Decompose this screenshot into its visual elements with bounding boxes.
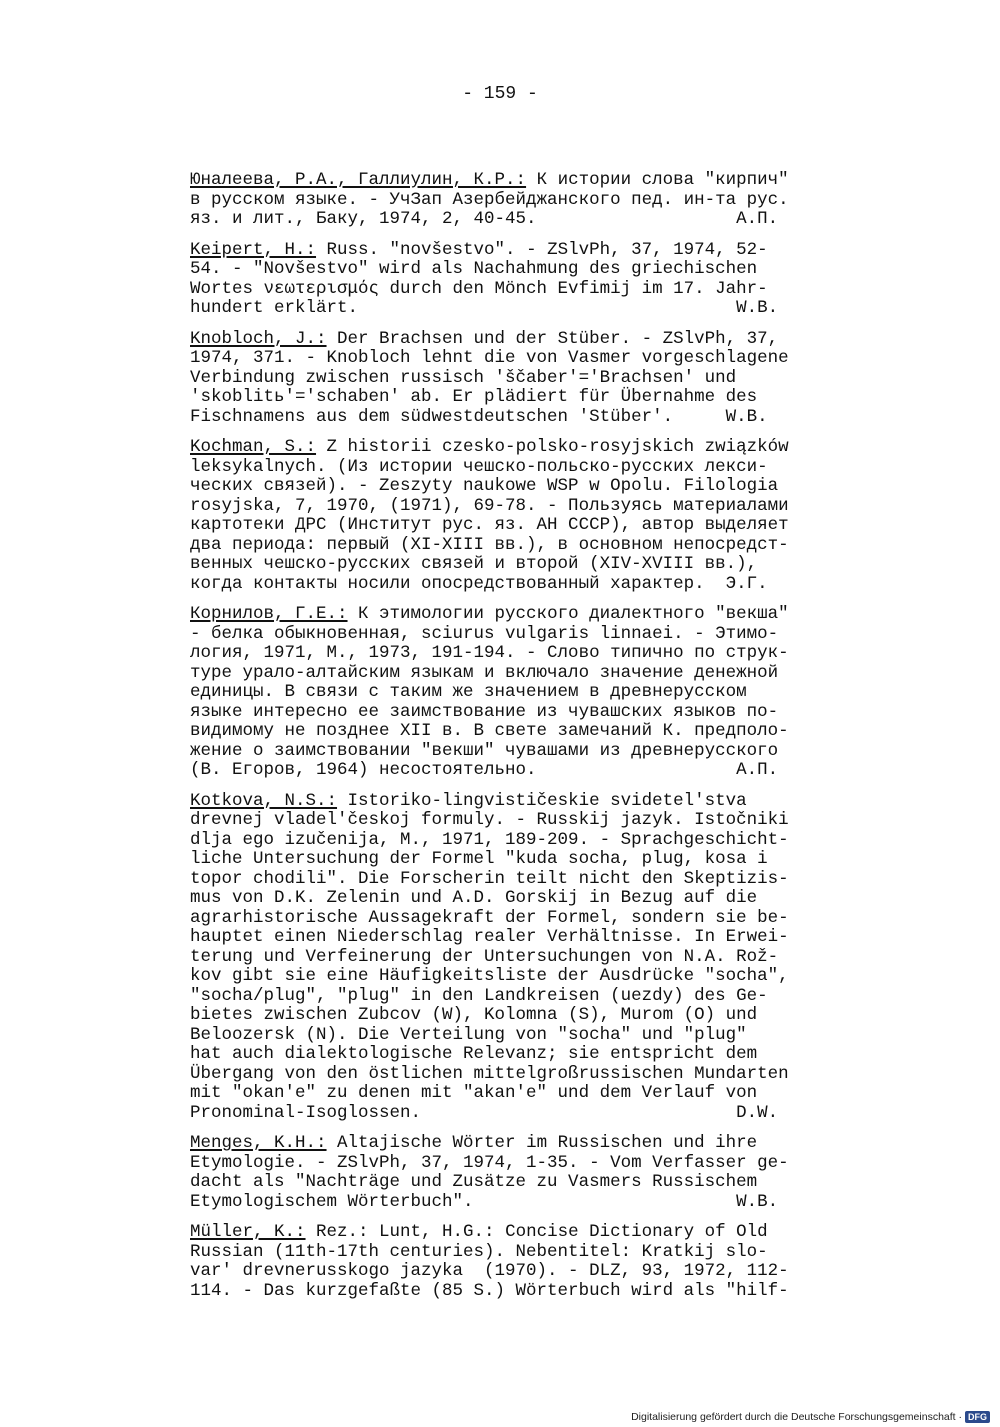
- entry-line: [190, 330, 870, 350]
- entry-line: Verbindung zwischen russisch 'ščaber'='Brachsen' und: [190, 367, 737, 388]
- entry-line: var' drevnerusskogo jazyka (1970). - DLZ, 93, 1972, 112-: [190, 1261, 789, 1281]
- bibliography-entry: [190, 792, 870, 1124]
- bibliography-entry: [190, 605, 870, 781]
- entry-text: К истории слова "кирпич": [526, 170, 789, 190]
- entry-author: Юналеева, Р.А., Галлиулин, К.Р.:: [190, 170, 527, 190]
- entry-line: жение о заимствовании "векши" чувашами из древнерусского: [190, 740, 779, 761]
- bibliography-entry: [190, 241, 870, 319]
- entry-author: Корнилов, Г.Е.:: [190, 604, 348, 624]
- entry-line: drevnej vladel'českoj formuly. - Russkij jazyk. Istočniki: [190, 810, 789, 830]
- entry-line: ческих связей). - Zeszyty naukowe WSP w Opolu. Filologia: [190, 476, 779, 496]
- entry-text: Istoriko-lingvističeskie svidetel'stva: [337, 790, 747, 811]
- entry-line: agrarhistorische Aussagekraft der Formel, sondern sie be-: [190, 907, 789, 928]
- entry-line: dacht als "Nachträge und Zusätze zu Vasmers Russischem: [190, 1172, 758, 1192]
- entry-author: Müller, K.:: [190, 1222, 306, 1242]
- bibliography-entry: [190, 438, 870, 594]
- entry-text: К этимологии русского диалектного "векша": [347, 604, 789, 624]
- entry-author: Menges, K.H.:: [190, 1133, 327, 1153]
- entry-line: [190, 171, 870, 191]
- entry-line: bietes zwischen Zubcov (W), Kolomna (S), Murom (O) und: [190, 1005, 758, 1025]
- entry-line: [190, 1223, 870, 1243]
- entry-line: яз. и лит., Баку, 1974, 2, 40-45. А.П.: [190, 209, 779, 229]
- bibliography-entries: [190, 171, 870, 1312]
- entry-line: [190, 1134, 870, 1154]
- entry-author: Kochman, S.:: [190, 437, 317, 457]
- entry-line: Russian (11th-17th centuries). Nebentitel: Kratkij slo-: [190, 1241, 768, 1262]
- entry-line: Pronominal-Isoglossen. D.W.: [190, 1102, 779, 1123]
- bibliography-entry: [190, 330, 870, 428]
- entry-line: - белка обыкновенная, sciurus vulgaris linnaei. - Этимо-: [190, 623, 779, 644]
- entry-line: логия, 1971, М., 1973, 191-194. - Слово типично по струк-: [190, 643, 789, 663]
- entry-line: Wortes νεωτερισμός durch den Mönch Evfimij im 17. Jahr-: [190, 278, 768, 299]
- entry-line: mit "okan'e" zu denen mit "akan'e" und dem Verlauf von: [190, 1083, 758, 1103]
- entry-line: hundert erklärt. W.B.: [190, 298, 779, 318]
- entry-line: hauptet einen Niederschlag realer Verhältnisse. In Erwei-: [190, 927, 789, 947]
- bibliography-entry: [190, 1223, 870, 1301]
- entry-line: "socha/plug", "plug" in den Landkreisen (uezdy) des Ge-: [190, 985, 768, 1006]
- entry-line: в русском языке. - УчЗап Азербейджанского пед. ин-та рус.: [190, 189, 789, 210]
- entry-line: картотеки ДРС (Институт рус. яз. АН СССР), автор выделяет: [190, 515, 789, 535]
- entry-line: когда контакты носили опосредствованный характер. Э.Г.: [190, 573, 768, 594]
- bibliography-entry: [190, 171, 870, 230]
- entry-line: [190, 438, 870, 458]
- entry-line: topor chodili". Die Forscherin teilt nicht den Skeptizis-: [190, 868, 789, 889]
- entry-line: единицы. В связи с таким же значением в древнерусском: [190, 682, 747, 702]
- entry-line: terung und Verfeinerung der Untersuchungen von N.A. Rož-: [190, 946, 779, 967]
- entry-line: hat auch dialektologische Relevanz; sie entspricht dem: [190, 1044, 758, 1064]
- footer: [631, 1411, 990, 1423]
- entry-text: Z historii czesko-polsko-rosyjskich związków: [316, 437, 789, 457]
- entry-line: liche Untersuchung der Formel "kuda socha, plug, kosa i: [190, 849, 768, 869]
- entry-text: Rez.: Lunt, H.G.: Concise Dictionary of Old: [305, 1222, 768, 1242]
- page-number: - 159 -: [462, 84, 538, 104]
- entry-line: dlja ego izučenija, M., 1971, 189-209. - Sprachgeschicht-: [190, 829, 789, 850]
- entry-text: Russ. "novšestvo". - ZSlvPh, 37, 1974, 52-: [316, 239, 768, 260]
- entry-line: видимому не позднее XII в. В свете замечаний К. предполо-: [190, 721, 789, 741]
- entry-line: (В. Егоров, 1964) несостоятельно. А.П.: [190, 760, 779, 780]
- entry-line: 114. - Das kurzgefaßte (85 S.) Wörterbuch wird als "hilf-: [190, 1280, 789, 1301]
- entry-line: leksykalnych. (Из истории чешско-польско-русских лекси-: [190, 456, 768, 477]
- entry-text: Der Brachsen und der Stüber. - ZSlvPh, 37,: [326, 328, 779, 349]
- entry-line: 1974, 371. - Knobloch lehnt die von Vasmer vorgeschlagene: [190, 348, 789, 368]
- entry-line: туре урало-алтайским языкам и включало значение денежной: [190, 662, 779, 683]
- entry-line: [190, 792, 870, 812]
- entry-line: 54. - "Novšestvo" wird als Nachahmung des griechischen: [190, 259, 758, 279]
- entry-line: венных чешско-русских связей и второй (XIV-XVIII вв.),: [190, 554, 758, 574]
- entry-line: 'skoblitь'='schaben' ab. Er plädiert für Übernahme des: [190, 387, 758, 407]
- bibliography-entry: [190, 1134, 870, 1212]
- entry-author: Knobloch, J.:: [190, 328, 327, 349]
- dfg-logo: DFG: [965, 1411, 990, 1423]
- entry-line: [190, 605, 870, 625]
- entry-line: Etymologie. - ZSlvPh, 37, 1974, 1-35. - Vom Verfasser ge-: [190, 1152, 789, 1173]
- entry-line: Fischnamens aus dem südwestdeutschen 'Stüber'. W.B.: [190, 406, 768, 427]
- footer-credit: Digitalisierung gefördert durch die Deutsche Forschungsgemeinschaft ·: [631, 1411, 962, 1423]
- entry-text: Altajische Wörter im Russischen und ihre: [326, 1133, 758, 1153]
- entry-line: Beloozersk (N). Die Verteilung von "socha" und "plug": [190, 1024, 747, 1045]
- entry-line: kov gibt sie eine Häufigkeitsliste der Ausdrücke "socha",: [190, 966, 789, 986]
- entry-line: [190, 241, 870, 261]
- entry-line: два периода: первый (XI-XIII вв.), в основном непосредст-: [190, 534, 789, 555]
- entry-line: Übergang von den östlichen mittelgroßrussischen Mundarten: [190, 1063, 789, 1084]
- entry-author: Keipert, H.:: [190, 239, 317, 260]
- entry-line: Etymologischem Wörterbuch". W.B.: [190, 1191, 779, 1212]
- entry-line: rosyjska, 7, 1970, (1971), 69-78. - Пользуясь материалами: [190, 495, 789, 516]
- entry-author: Kotkova, N.S.:: [190, 790, 338, 811]
- entry-line: mus von D.K. Zelenin und A.D. Gorskij in Bezug auf die: [190, 888, 758, 908]
- entry-line: языке интересно ее заимствование из чувашских языков по-: [190, 701, 779, 722]
